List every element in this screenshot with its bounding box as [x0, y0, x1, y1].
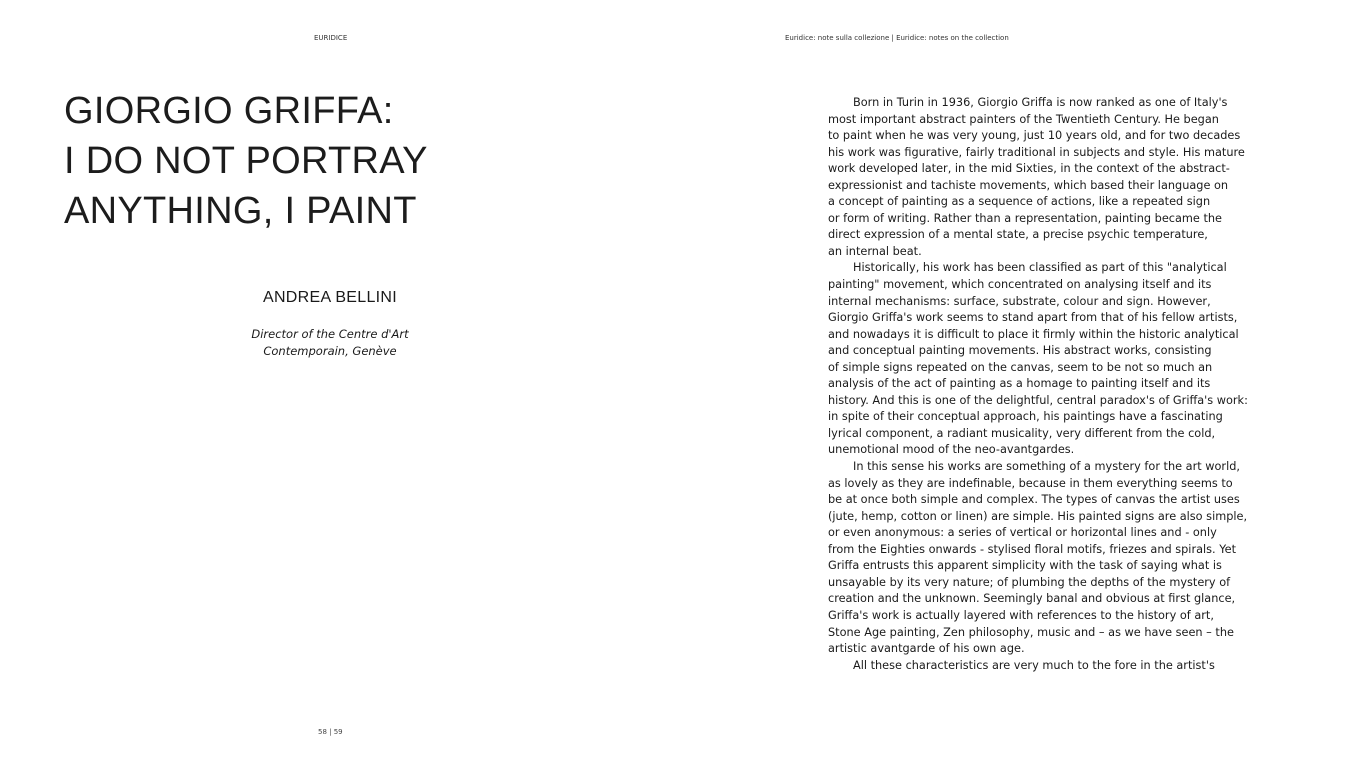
body-line: Griffa entrusts this apparent simplicity with the task of saying what is — [828, 559, 1222, 573]
page-numbers: 58 | 59 — [318, 728, 343, 736]
body-line: in spite of their conceptual approach, his paintings have a fascinating — [828, 410, 1223, 424]
body-line: a concept of painting as a sequence of actions, like a repeated sign — [828, 195, 1211, 209]
body-line: Born in Turin in 1936, Giorgio Griffa is now ranked as one of Italy's — [853, 96, 1228, 109]
body-line: (jute, hemp, cotton or linen) are simple. His painted signs are also simple, — [828, 509, 1248, 523]
body-line: be at once both simple and complex. The types of canvas the artist uses — [828, 493, 1240, 507]
body-line: his work was figurative, fairly traditional in subjects and style. His mature — [828, 145, 1245, 159]
body-line: work developed later, in the mid Sixties, in the context of the abstract- — [828, 162, 1230, 176]
body-line: most important abstract painters of the Twentieth Century. He began — [828, 112, 1219, 126]
body-line: and conceptual painting movements. His abstract works, consisting — [828, 344, 1212, 358]
body-line: from the Eighties onwards - stylised floral motifs, friezes and spirals. Yet — [828, 542, 1236, 556]
title-line: I DO NOT PORTRAY — [64, 140, 428, 182]
running-head-right: Euridice: note sulla collezione | Euridice: notes on the collection — [785, 34, 1009, 42]
body-line: history. And this is one of the delightful, central paradox's of Griffa's work: — [828, 393, 1248, 407]
body-line: as lovely as they are indefinable, because in them everything seems to — [828, 476, 1233, 490]
body-line: internal mechanisms: surface, substrate, colour and sign. However, — [828, 294, 1211, 308]
author-name: ANDREA BELLINI — [262, 289, 398, 306]
body-line: artistic avantgarde of his own age. — [828, 642, 1025, 656]
running-head-left: EURIDICE — [314, 34, 348, 42]
title-line: GIORGIO GRIFFA: — [64, 90, 394, 132]
body-line: of simple signs repeated on the canvas, seem to be not so much an — [828, 360, 1213, 374]
body-line: creation and the unknown. Seemingly banal and obvious at first glance, — [828, 592, 1236, 606]
body-line: unemotional mood of the neo-avantgardes. — [828, 443, 1075, 457]
body-line: or form of writing. Rather than a representation, painting became the — [828, 211, 1222, 225]
body-line: painting" movement, which concentrated on analysing itself and its — [828, 278, 1212, 292]
author-role-line: Contemporain, Genève — [263, 344, 397, 358]
body-line: In this sense his works are something of a mystery for the art world, — [853, 460, 1240, 474]
title-line: ANYTHING, I PAINT — [64, 190, 417, 232]
body-line: to paint when he was very young, just 10 years old, and for two decades — [828, 129, 1241, 143]
body-text — [828, 95, 1248, 674]
body-line: an internal beat. — [828, 244, 922, 258]
body-line: direct expression of a mental state, a precise psychic temperature, — [828, 228, 1208, 242]
body-line: All these characteristics are very much to the fore in the artist's — [853, 658, 1215, 672]
article-title — [64, 86, 428, 236]
body-line: lyrical component, a radiant musicality, very different from the cold, — [828, 426, 1216, 440]
body-line: Griffa's work is actually layered with references to the history of art, — [828, 608, 1214, 622]
body-line: Giorgio Griffa's work seems to stand apart from that of his fellow artists, — [828, 311, 1238, 325]
body-line: expressionist and tachiste movements, which based their language on — [828, 178, 1229, 192]
body-line: Historically, his work has been classified as part of this "analytical — [853, 261, 1227, 275]
body-line: analysis of the act of painting as a homage to painting itself and its — [828, 377, 1211, 391]
author-role-line: Director of the Centre d'Art — [251, 327, 409, 341]
body-line: Stone Age painting, Zen philosophy, music and – as we have seen – the — [828, 625, 1234, 639]
body-line: and nowadays it is difficult to place it firmly within the historic analytical — [828, 327, 1239, 341]
body-line: unsayable by its very nature; of plumbing the depths of the mystery of — [828, 575, 1231, 589]
body-line: or even anonymous: a series of vertical or horizontal lines and - only — [828, 526, 1217, 540]
author-role — [200, 326, 460, 360]
